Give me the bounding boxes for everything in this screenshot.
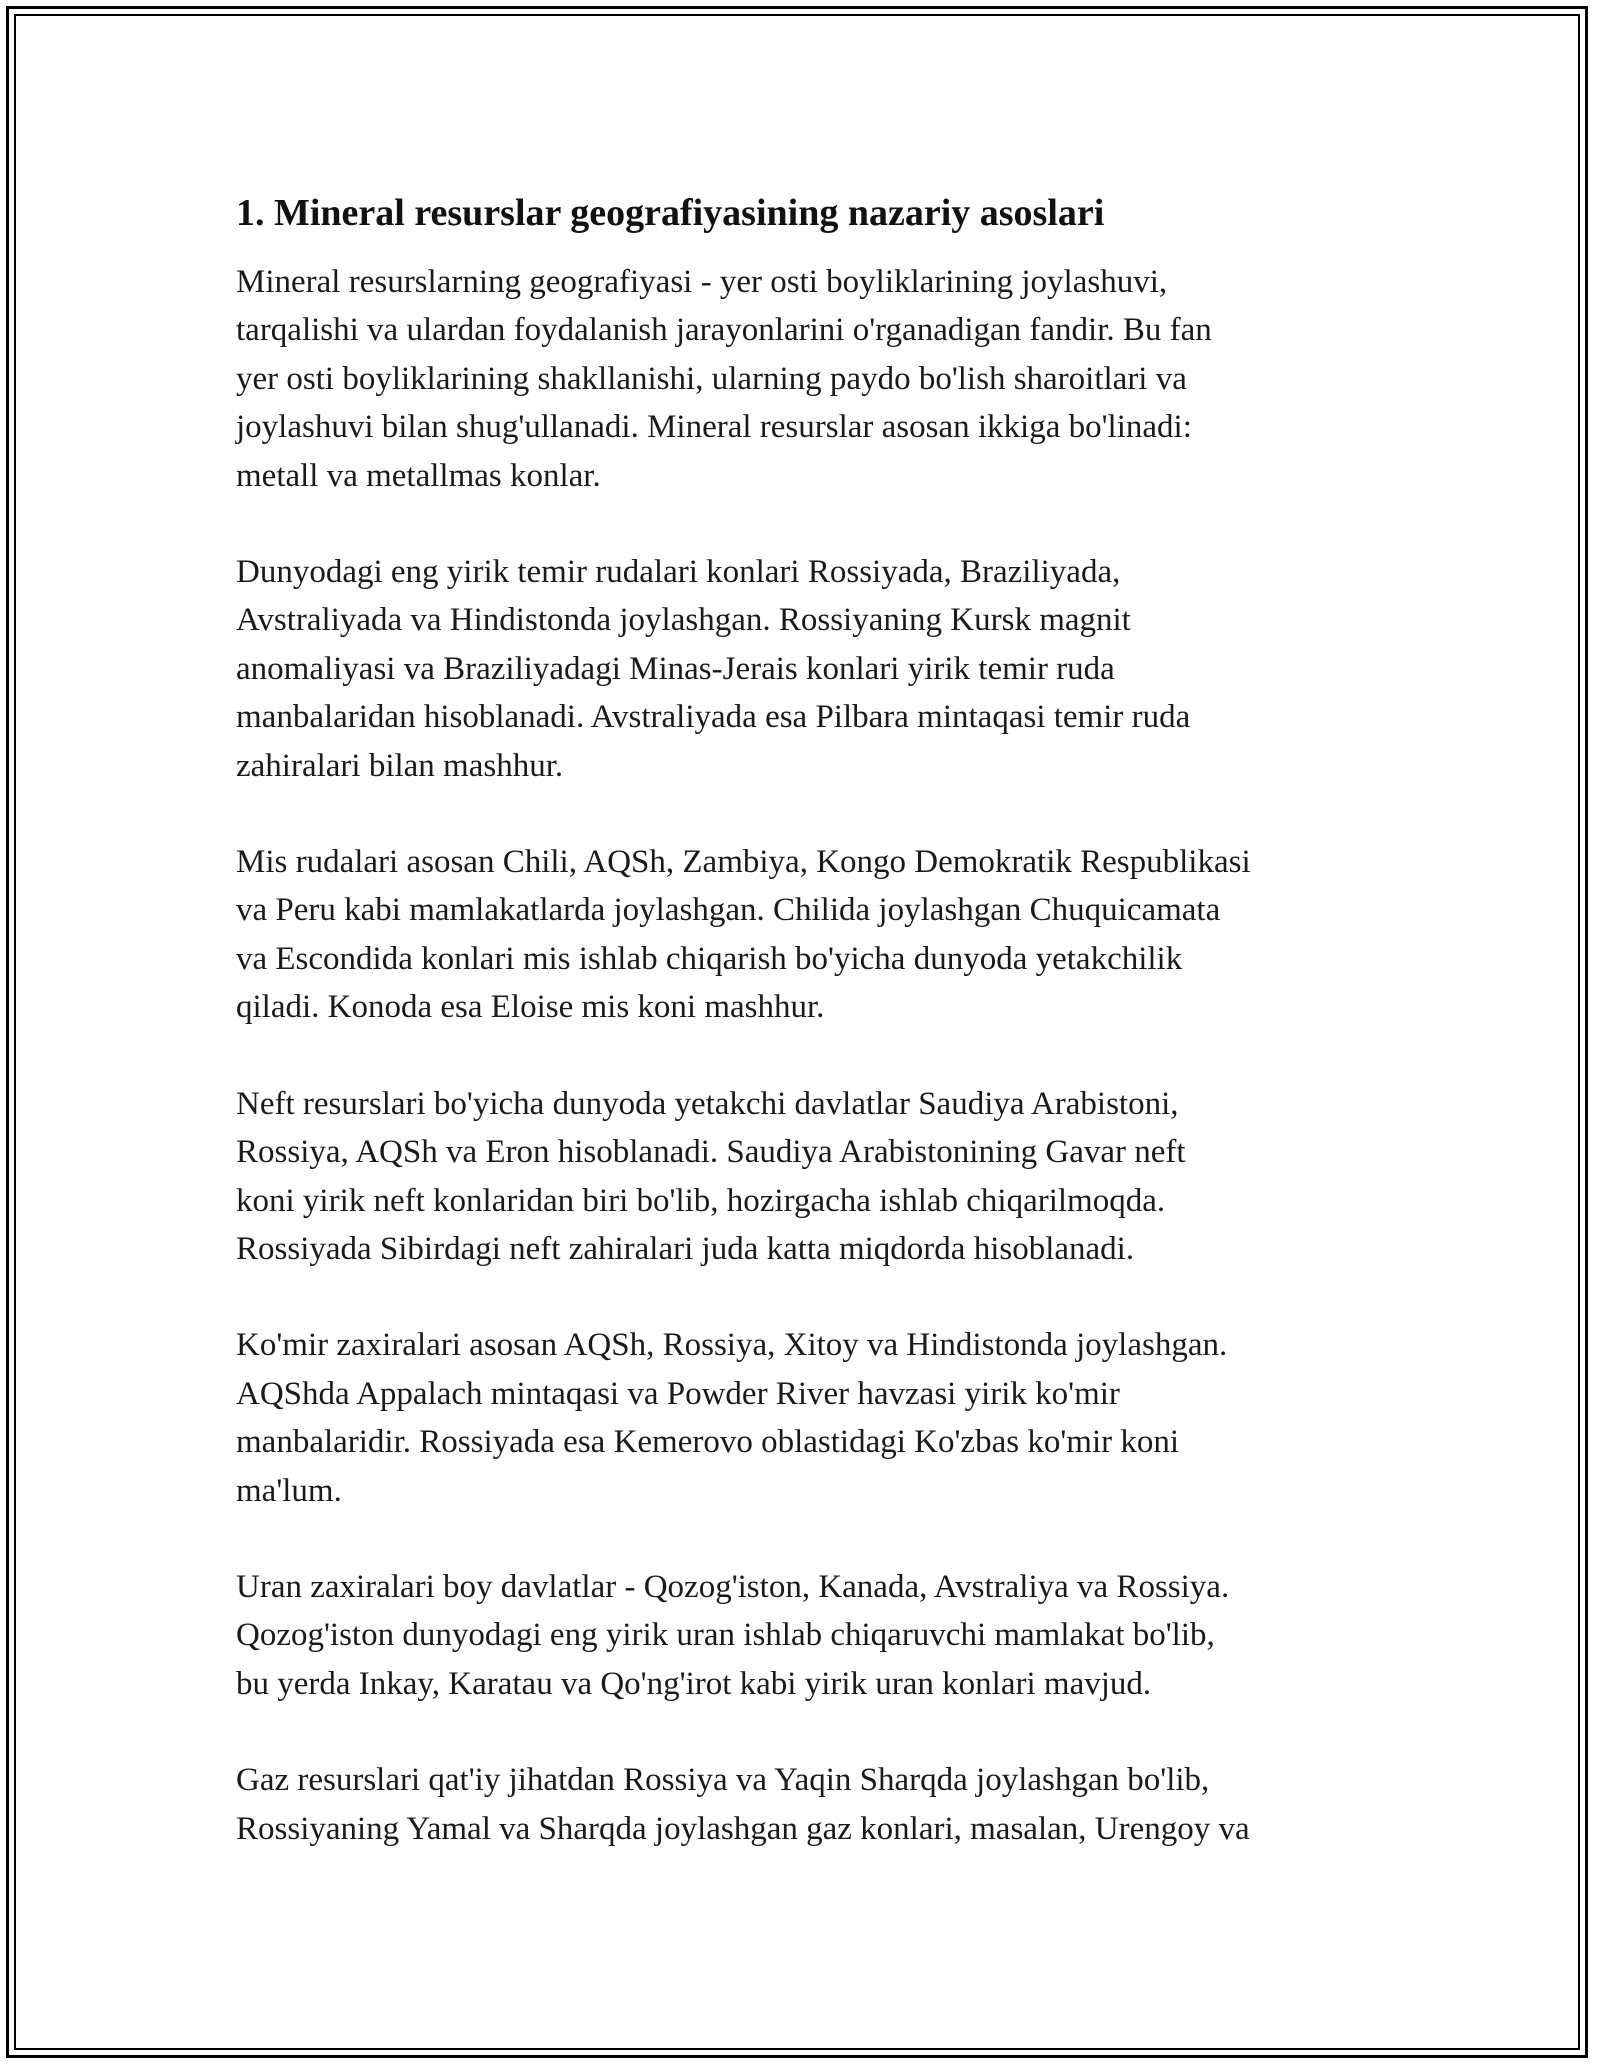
text-line: Rossiyada Sibirdagi neft zahiralari juda katta miqdorda hisoblanadi.: [236, 1230, 1135, 1267]
text-line: koni yirik neft konlaridan biri bo'lib, hozirgacha ishlab chiqarilmoqda.: [236, 1182, 1166, 1219]
text-line: qiladi. Konoda esa Eloise mis koni mashhur.: [236, 989, 825, 1026]
text-line: va Escondida konlari mis ishlab chiqarish bo'yicha dunyoda yetakchilik: [236, 940, 1183, 977]
text-line: metall va metallmas konlar.: [236, 457, 601, 494]
text-line: Qozog'iston dunyodagi eng yirik uran ishlab chiqaruvchi mamlakat bo'lib,: [236, 1617, 1215, 1654]
text-line: Gaz resurslari qat'iy jihatdan Rossiya va Yaqin Sharqda joylashgan bo'lib,: [236, 1762, 1210, 1799]
text-line: ma'lum.: [236, 1472, 342, 1509]
text-line: Uran zaxiralari boy davlatlar - Qozog'iston, Kanada, Avstraliya va Rossiya.: [236, 1568, 1230, 1605]
text-line: Mineral resurslarning geografiyasi - yer osti boyliklarining joylashuvi,: [236, 264, 1168, 300]
paragraph-definition: [236, 258, 1386, 500]
text-line: AQShda Appalach mintaqasi va Powder River havzasi yirik ko'mir: [236, 1375, 1120, 1412]
paragraph-gas: [236, 1756, 1386, 1853]
paragraph-coal: [236, 1321, 1386, 1515]
text-line: yer osti boyliklarining shakllanishi, ularning paydo bo'lish sharoitlari va: [236, 360, 1187, 397]
text-line: Neft resurslari bo'yicha dunyoda yetakchi davlatlar Saudiya Arabistoni,: [236, 1085, 1179, 1122]
text-line: tarqalishi va ulardan foydalanish jarayonlarini o'rganadigan fandir. Bu fan: [236, 312, 1212, 349]
text-line: zahiralari bilan mashhur.: [236, 747, 564, 784]
text-line: Dunyodagi eng yirik temir rudalari konlari Rossiyada, Braziliyada,: [236, 554, 1121, 591]
text-line: Rossiya, AQSh va Eron hisoblanadi. Saudiya Arabistonining Gavar neft: [236, 1134, 1186, 1171]
section-heading: 1. Mineral resurslar geografiyasining nazariy asoslari: [236, 192, 1105, 234]
paragraph-iron-ore: [236, 548, 1386, 790]
paragraph-uranium: [236, 1563, 1386, 1708]
text-line: manbalaridir. Rossiyada esa Kemerovo oblastidagi Ko'zbas ko'mir koni: [236, 1424, 1180, 1461]
text-line: joylashuvi bilan shug'ullanadi. Mineral resurslar asosan ikkiga bo'linadi:: [236, 409, 1192, 446]
text-line: bu yerda Inkay, Karatau va Qo'ng'irot kabi yirik uran konlari mavjud.: [236, 1665, 1152, 1702]
text-line: Avstraliyada va Hindistonda joylashgan. Rossiyaning Kursk magnit: [236, 602, 1131, 639]
document-body: [236, 186, 1386, 1901]
text-line: manbalaridan hisoblanadi. Avstraliyada esa Pilbara mintaqasi temir ruda: [236, 699, 1191, 736]
paragraph-copper: [236, 838, 1386, 1032]
text-line: Rossiyaning Yamal va Sharqda joylashgan gaz konlari, masalan, Urengoy va: [236, 1810, 1250, 1847]
text-line: Mis rudalari asosan Chili, AQSh, Zambiya, Kongo Demokratik Respublikasi: [236, 844, 1251, 881]
text-line: va Peru kabi mamlakatlarda joylashgan. Chilida joylashgan Chuquicamata: [236, 892, 1221, 929]
text-line: anomaliyasi va Braziliyadagi Minas-Jerais konlari yirik temir ruda: [236, 650, 1115, 687]
paragraph-oil: [236, 1080, 1386, 1274]
text-line: Ko'mir zaxiralari asosan AQSh, Rossiya, Xitoy va Hindistonda joylashgan.: [236, 1327, 1228, 1364]
